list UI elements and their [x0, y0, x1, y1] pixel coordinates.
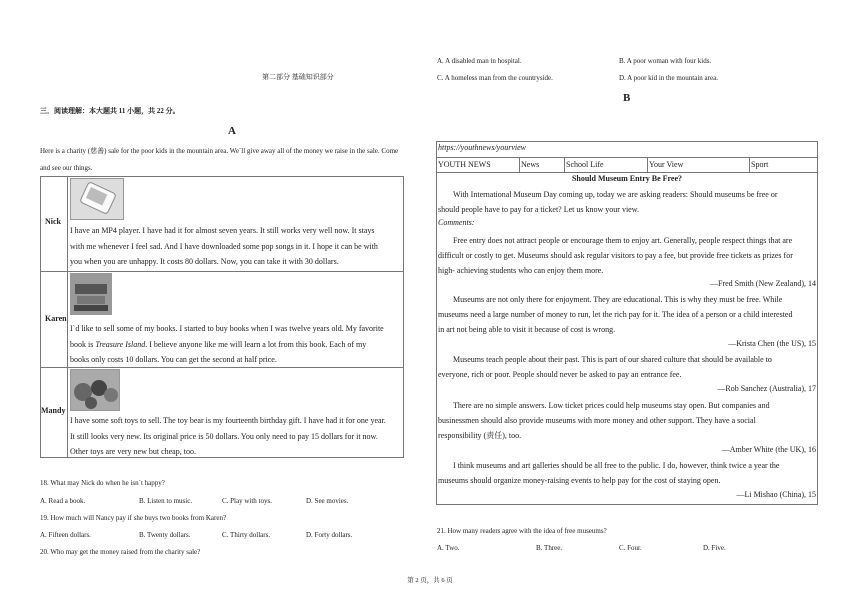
comment — [438, 352, 816, 382]
section-heading: 三．阅读理解：本大题共 11 小题，共 22 分。 — [40, 107, 180, 115]
question-20-stem: 20. Who may get the money raised from the charity sale? — [40, 548, 201, 556]
q19-option-a[interactable]: A. Fifteen dollars. — [40, 531, 91, 539]
article-title: Should Museum Entry Be Free? — [571, 174, 683, 183]
text-line: I have an MP4 player. I have had it for almost seven years. It still works very well now. It stays — [70, 226, 375, 235]
seller-name: Karen — [45, 314, 67, 323]
q19-option-b[interactable]: B. Twenty dollars. — [139, 531, 191, 539]
text-line: books only costs 10 dollars. You can get the second at half price. — [70, 355, 277, 364]
table-row — [41, 177, 403, 271]
nav-news[interactable]: News — [519, 157, 565, 173]
soft-toys-image — [70, 369, 120, 411]
q20-option-b[interactable]: B. A poor woman with four kids. — [619, 57, 712, 65]
text-line: with me whenever I feel sad. And I have downloaded some pop songs in it. I hope it can be with — [70, 241, 378, 251]
name-cell — [41, 177, 68, 271]
table-row — [41, 367, 403, 458]
q21-option-c[interactable]: C. Four. — [619, 544, 642, 552]
nav-school-life[interactable]: School Life — [564, 157, 648, 173]
row-text — [70, 321, 404, 368]
q20-option-a[interactable]: A. A disabled man in hospital. — [437, 57, 522, 65]
text-line: Other toys are very new but cheap, too. — [70, 447, 196, 456]
name-cell — [41, 272, 68, 367]
q20-option-c[interactable]: C. A homeless man from the countryside. — [437, 74, 553, 82]
comment-author: —Amber White (the UK), 16 — [721, 445, 816, 454]
comment-author: —Li Mishao (China), 15 — [736, 490, 816, 499]
comment-author: —Krista Chen (the US), 15 — [728, 339, 816, 348]
text-line: Museums teach people about their past. This is part of our shared culture that should be available to — [453, 355, 772, 364]
q21-option-b[interactable]: B. Three. — [536, 544, 563, 552]
q20-option-d[interactable]: D. A poor kid in the mountain area. — [619, 74, 718, 82]
q19-option-d[interactable]: D. Forty dollars. — [306, 531, 353, 539]
comment — [438, 292, 816, 337]
text-segment: . I believe anyone like me will learn a lot from this book. Each of my — [145, 339, 367, 349]
mp4-player-image — [70, 178, 124, 220]
q18-option-c[interactable]: C. Play with toys. — [222, 497, 272, 505]
news-webpage-box — [436, 141, 818, 505]
nav-your-view[interactable]: Your View — [647, 157, 750, 173]
comment — [438, 398, 816, 443]
comment-author: —Rob Sanchez (Australia), 17 — [717, 384, 816, 393]
text-line: difficult or costly to get. Museums should ask regular visitors to pay a fee, but provide free tickets as prizes for — [438, 251, 793, 260]
passage-a-letter: A — [228, 125, 236, 137]
text-line: It still looks very new. Its original price is 50 dollars. You only need to pay 15 dollars for it now. — [70, 431, 378, 441]
text-line: everyone, rich or poor. People should never be asked to pay an entrance fee. — [438, 370, 682, 379]
text-segment: book is — [70, 339, 96, 349]
text-line: responsibility (责任), too. — [438, 431, 522, 440]
question-19-stem: 19. How much will Nancy pay if she buys two books from Karen? — [40, 514, 227, 522]
nav-youth-news[interactable]: YOUTH NEWS — [436, 157, 520, 173]
part-heading: 第二部分 基础知识部分 — [262, 73, 334, 81]
seller-name: Mandy — [41, 406, 66, 415]
book-title: Treasure Island — [95, 339, 146, 349]
q21-option-d[interactable]: D. Five. — [703, 544, 726, 552]
books-image — [70, 273, 112, 315]
text-line — [70, 337, 404, 353]
text-line: There are no simple answers. Low ticket prices could help museums stay open. But companies and — [453, 401, 770, 410]
passage-a-intro — [40, 147, 425, 173]
page-footer: 第 2 页，共 6 页 — [407, 577, 453, 584]
text-line: high- achieving students who can enjoy them more. — [438, 266, 604, 275]
q21-option-a[interactable]: A. Two. — [437, 544, 460, 552]
charity-sale-table — [40, 176, 404, 458]
text-line: should people have to pay for a ticket? Let us know your view. — [438, 205, 639, 214]
comment-author: —Fred Smith (New Zealand), 14 — [710, 279, 816, 288]
q18-option-d[interactable]: D. See movies. — [306, 497, 349, 505]
text-line: Free entry does not attract people or encourage them to enjoy art. Generally, people respect things that are — [453, 236, 793, 245]
article-intro — [438, 187, 816, 217]
text-line: businessmen should also provide museums with more money and other support. They have a social — [438, 416, 756, 425]
question-18-stem: 18. What may Nick do when he isn`t happy? — [40, 479, 165, 487]
text-line: you when you are unhappy. It costs 80 dollars. Now, you can take it with 30 dollars. — [70, 257, 339, 266]
intro-line: Here is a charity (慈善) sale for the poor kids in the mountain area. We`ll give away all of the money we raise in the sale. Come — [40, 147, 399, 155]
text-line: I`d like to sell some of my books. I started to buy books when I was twelve years old. My favorite — [70, 324, 384, 333]
comment — [438, 233, 816, 278]
passage-b-letter: B — [623, 92, 631, 104]
row-text — [70, 223, 404, 270]
table-row — [41, 271, 403, 367]
q19-option-c[interactable]: C. Thirty dollars. — [222, 531, 271, 539]
row-text — [70, 413, 404, 460]
name-cell — [41, 368, 68, 458]
nav-sport[interactable]: Sport — [749, 157, 818, 173]
text-line: in art not being able to visit it because of cost is wrong. — [438, 325, 616, 334]
question-21-stem: 21. How many readers agree with the idea of free museums? — [437, 527, 607, 535]
text-line: museums should organize money-raising events to help pay for the cost of staying open. — [438, 476, 721, 485]
intro-line: and see our things. — [40, 163, 93, 172]
seller-name: Nick — [45, 217, 61, 226]
news-url[interactable]: https://youthnews/yourview — [438, 143, 526, 152]
text-line: I have some soft toys to sell. The toy bear is my fourteenth birthday gift. I have had it for one year. — [70, 416, 386, 425]
text-line: Museums are not only there for enjoyment. They are educational. This is why they must be free. While — [453, 295, 783, 304]
q18-option-a[interactable]: A. Read a book. — [40, 497, 86, 505]
q18-option-b[interactable]: B. Listen to music. — [139, 497, 193, 505]
comment — [438, 458, 816, 488]
text-line: museums need a large number of money to run, let the rich pay for it. The idea of a person or a child interested — [438, 310, 793, 319]
text-line: With International Museum Day coming up, today we are asking readers: Should museums be free or — [453, 190, 778, 199]
text-line: I think museums and art galleries should be all free to the public. I do, however, think twice a year the — [453, 461, 780, 470]
comments-label: Comments: — [438, 218, 475, 227]
